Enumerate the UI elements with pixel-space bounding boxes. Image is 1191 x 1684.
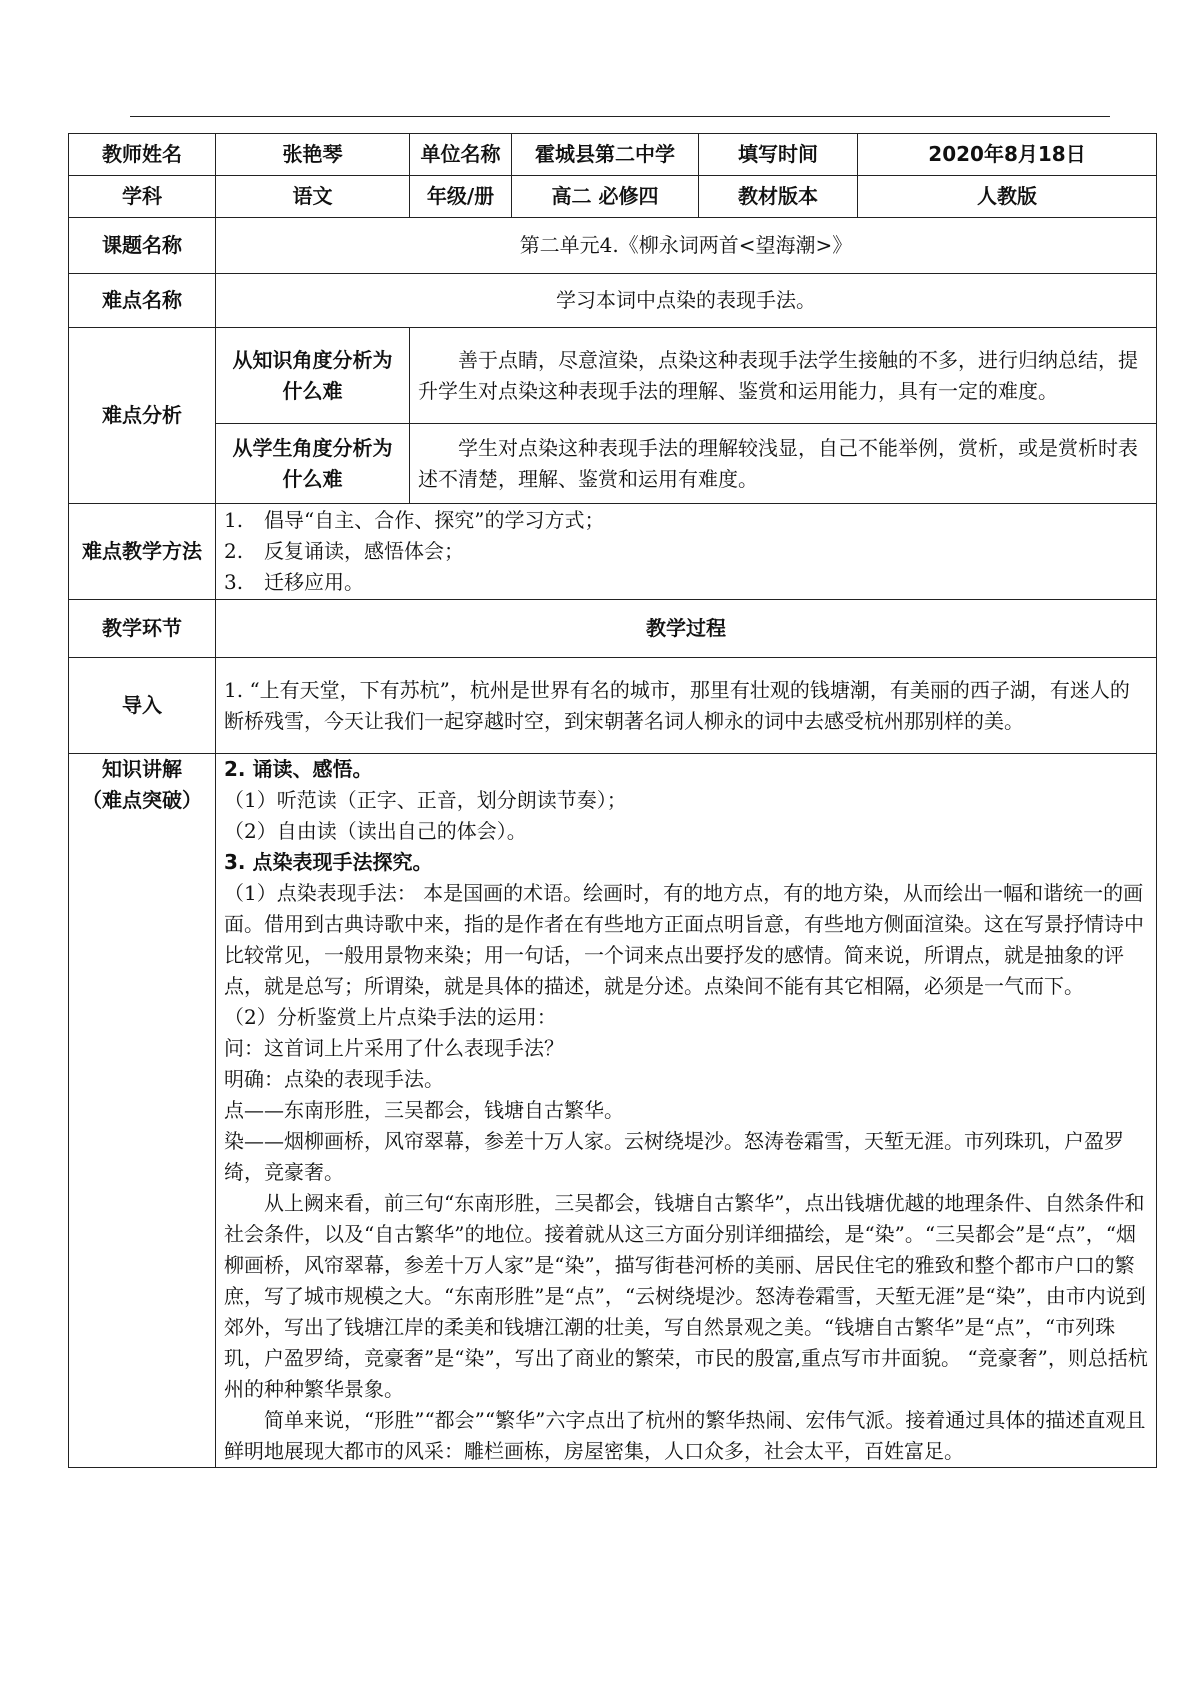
difficulty-row [69,274,1157,328]
student-angle-text [410,424,1157,504]
fill-time-label: 填写时间 [699,134,858,176]
analysis-subheading: （2）分析鉴赏上片点染手法的运用： [224,1005,557,1029]
knowledge-angle-paragraph: 善于点睛，尽意渲染，点染这种表现手法学生接触的不多，进行归纳总结，提升学生对点染这种表现手法的理解、鉴赏和运用能力，具有一定的难度。 [418,347,1138,403]
listen-reading-line: （1）听范读（正字、正音，划分朗读节奏）； [224,788,627,812]
summary-paragraph: 简单来说，“形胜”“都会”“繁华”六字点出了杭州的繁华热闹、宏伟气派。接着通过具体的描述直观且鲜明地展现大都市的风采：雕栏画栋，房屋密集，人口众多，社会太平，百姓富足。 [224,1408,1146,1463]
teaching-process-label: 教学过程 [216,600,1157,658]
topic-value: 第二单元4.《柳永词两首<望海潮>》 [216,218,1157,274]
free-reading-line: （2）自由读（读出自己的体会）。 [224,819,527,843]
teacher-name-label: 教师姓名 [69,134,216,176]
grade-label: 年级/册 [410,176,512,218]
topic-label: 课题名称 [69,218,216,274]
lesson-plan-table [68,133,1157,1468]
fill-time-value: 2020年8月18日 [858,134,1157,176]
header-rule [130,116,1110,117]
knowledge-row [69,754,1157,1468]
info-row-1 [69,134,1157,176]
difficulty-label: 难点名称 [69,274,216,328]
topic-row [69,218,1157,274]
methods-row [69,504,1157,600]
process-header-row [69,600,1157,658]
intro-label: 导入 [69,658,216,754]
knowledge-content [216,754,1157,1468]
student-angle-paragraph: 学生对点染这种表现手法的理解较浅显，自己不能举例，赏析，或是赏析时表述不清楚，理解、鉴赏和运用有难度。 [418,435,1138,491]
textbook-value: 人教版 [858,176,1157,218]
dian-line: 点——东南形胜，三吴都会，钱塘自古繁华。 [224,1098,624,1122]
knowledge-label-line1: 知识讲解 [102,757,182,781]
intro-text [216,658,1157,754]
method-item: 2. 反复诵读，感悟体会； [224,539,464,563]
knowledge-label [69,754,216,1468]
unit-name-value: 霍城县第二中学 [512,134,699,176]
intro-paragraph: 1. “上有天堂，下有苏杭”，杭州是世界有名的城市，那里有壮观的钱塘潮，有美丽的西子湖，有迷人的断桥残雪，今天让我们一起穿越时空，到宋朝著名词人柳永的词中去感受杭州那别样的美。 [224,677,1130,733]
method-item: 3. 迁移应用。 [224,570,364,594]
knowledge-angle-text [410,328,1157,424]
textbook-label: 教材版本 [699,176,858,218]
knowledge-label-line2: （难点突破） [82,788,202,812]
analysis-label: 难点分析 [69,328,216,504]
knowledge-angle-label: 从知识角度分析为什么难 [216,328,410,424]
subject-value: 语文 [216,176,410,218]
methods-list [216,504,1157,600]
technique-definition: （1）点染表现手法： 本是国画的术语。绘画时，有的地方点，有的地方染，从而绘出一幅和谐统一的画面。借用到古典诗歌中来，指的是作者在有些地方正面点明旨意，有些地方侧面渲染。这在写景抒情诗中比较常见，一般用景物来染；用一句话，一个词来点出要抒发的感情。简来说，所谓点，就是抽象的评点，就是总写；所谓染，就是具体的描述，就是分述。点染间不能有其它相隔，必须是一气而下。 [224,881,1144,998]
section-3-heading: 3. 点染表现手法探究。 [224,850,433,874]
upper-stanza-analysis: 从上阙来看，前三句“东南形胜，三吴都会，钱塘自古繁华”，点出钱塘优越的地理条件、自然条件和社会条件，以及“自古繁华”的地位。接着就从这三方面分别详细描绘，是“染”。“三吴都会”是“点”，“烟柳画桥，风帘翠幕，参差十万人家”是“染”，描写街巷河桥的美丽、居民住宅的雅致和整个都市户口的繁庶，写了城市规模之大。“东南形胜”是“点”，“云树绕堤沙。怒涛卷霜雪，天堑无涯”是“染”，由市内说到郊外，写出了钱塘江岸的柔美和钱塘江潮的壮美，写自然景观之美。“钱塘自古繁华”是“点”，“市列珠玑，户盈罗绮，竞豪奢”是“染”，写出了商业的繁荣，市民的殷富,重点写市井面貌。 “竞豪奢”，则总括杭州的种种繁华景象。 [224,1191,1148,1401]
methods-label: 难点教学方法 [69,504,216,600]
teacher-name-value: 张艳琴 [216,134,410,176]
question-line: 问：这首词上片采用了什么表现手法？ [224,1036,564,1060]
teaching-stage-label: 教学环节 [69,600,216,658]
answer-line: 明确：点染的表现手法。 [224,1067,444,1091]
unit-name-label: 单位名称 [410,134,512,176]
info-row-2 [69,176,1157,218]
grade-value: 高二 必修四 [512,176,699,218]
intro-row [69,658,1157,754]
analysis-knowledge-row [69,328,1157,424]
difficulty-value: 学习本词中点染的表现手法。 [216,274,1157,328]
student-angle-label: 从学生角度分析为什么难 [216,424,410,504]
section-2-heading: 2. 诵读、感悟。 [224,757,373,781]
subject-label: 学科 [69,176,216,218]
method-item: 1. 倡导“自主、合作、探究”的学习方式； [224,508,605,532]
ran-line: 染——烟柳画桥，风帘翠幕，参差十万人家。云树绕堤沙。怒涛卷霜雪，天堑无涯。市列珠玑，户盈罗绮，竞豪奢。 [224,1129,1124,1184]
analysis-student-row [69,424,1157,504]
